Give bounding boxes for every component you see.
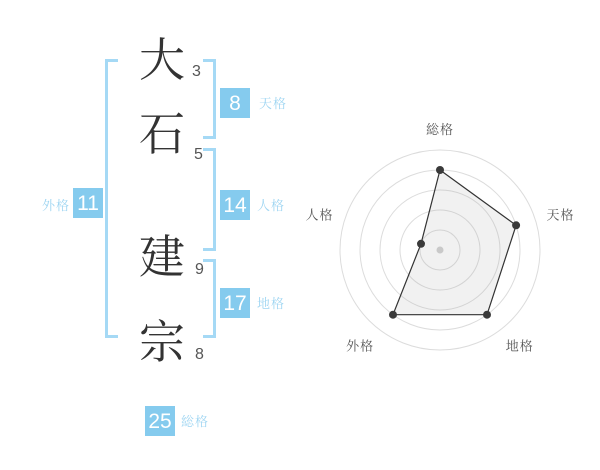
- radar-data-point: [483, 311, 491, 319]
- radar-data-point: [436, 166, 444, 174]
- radar-data-point: [389, 311, 397, 319]
- radar-center-dot: [437, 247, 444, 254]
- gaikaku-label: 外格: [42, 198, 71, 213]
- radar-data-polygon: [393, 170, 516, 315]
- radar-axis-label: 人格: [305, 207, 334, 223]
- surname-char-1: 大: [139, 34, 185, 86]
- radar-axis-label: 総格: [425, 122, 455, 137]
- radar-data-point: [417, 240, 425, 248]
- jinkaku-value-badge: 14: [220, 190, 250, 220]
- radar-axis-label: 天格: [546, 207, 575, 223]
- chikaku-label: 地格: [257, 296, 286, 311]
- radar-data-point: [512, 221, 520, 229]
- given-char-2: 宗: [139, 316, 185, 368]
- tenkaku-label: 天格: [259, 96, 288, 111]
- tenkaku-value-badge: 8: [220, 88, 250, 118]
- radar-axis-label: 外格: [346, 338, 375, 354]
- gaikaku-value-badge: 11: [73, 188, 103, 218]
- jinkaku-label: 人格: [257, 198, 286, 213]
- stroke-count-surname-2: 5: [194, 146, 203, 163]
- stroke-count-given-2: 8: [195, 346, 204, 363]
- stroke-count-given-1: 9: [195, 261, 204, 278]
- given-char-1: 建: [139, 231, 185, 283]
- surname-char-2: 石: [139, 108, 185, 160]
- stroke-count-surname-1: 3: [192, 63, 201, 80]
- soukaku-label: 総格: [181, 414, 210, 429]
- chikaku-value-badge: 17: [220, 288, 250, 318]
- radar-axis-label: 地格: [505, 338, 534, 354]
- soukaku-value-badge: 25: [145, 406, 175, 436]
